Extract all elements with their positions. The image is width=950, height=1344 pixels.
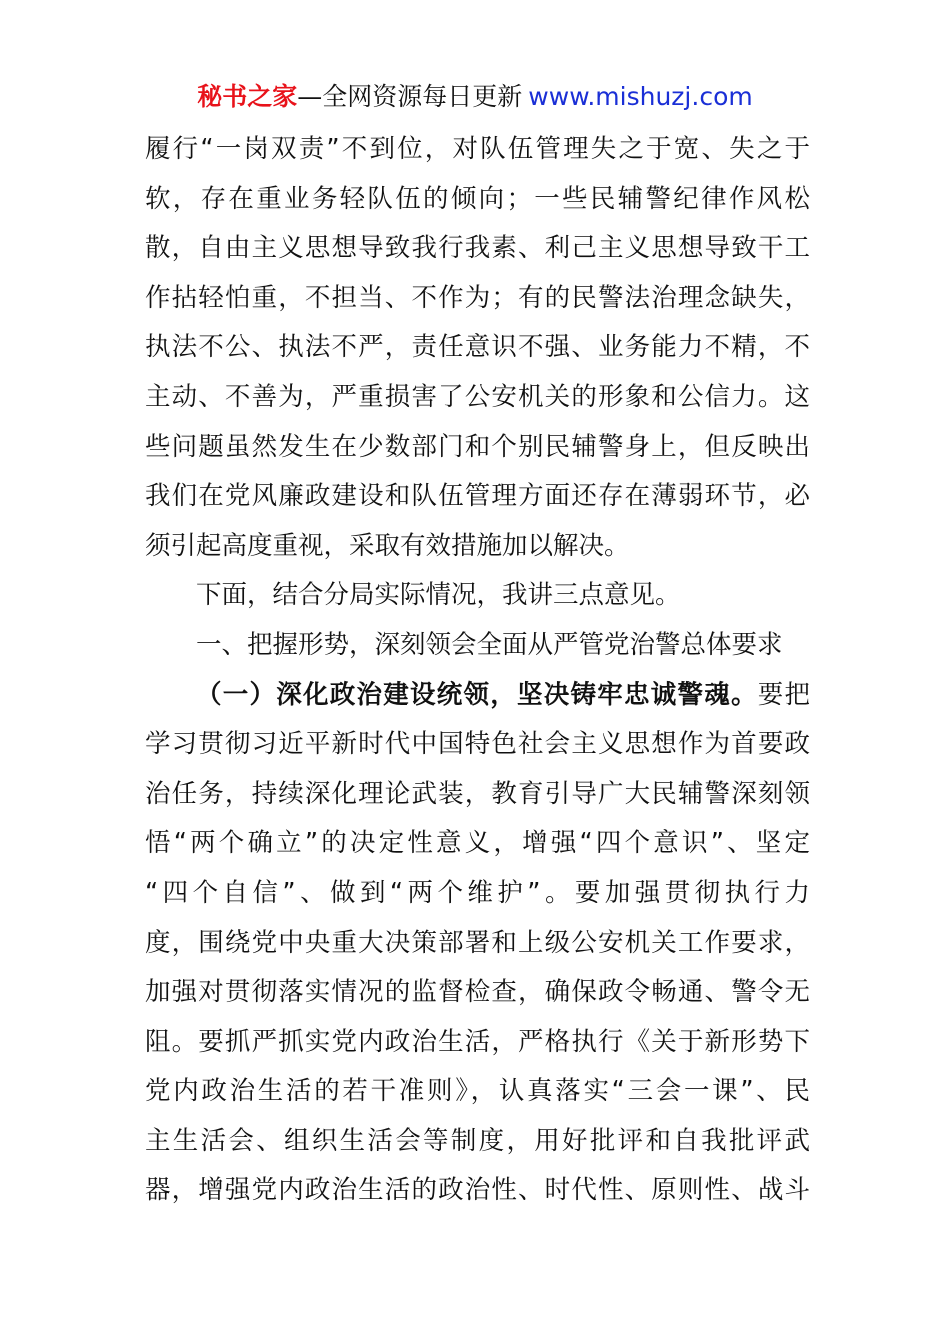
section-1-first-line-rest: 要把 <box>757 679 810 710</box>
section-1-bold-lead: （一）深化政治建设统领，坚决铸牢忠诚警魂。 <box>196 679 758 710</box>
paragraph-line: 履行“一岗双责”不到位，对队伍管理失之于宽、失之于 <box>145 134 810 164</box>
page-header <box>0 80 950 114</box>
paragraph-line: “四个自信”、做到“两个维护”。要加强贯彻执行力 <box>145 877 810 908</box>
document-body <box>145 125 810 1216</box>
paragraph-line: 学习贯彻习近平新时代中国特色社会主义思想作为首要政 <box>145 729 810 760</box>
paragraph-line: 我们在党风廉政建设和队伍管理方面还存在薄弱环节，必 <box>145 481 810 512</box>
paragraph-line: 软，存在重业务轻队伍的倾向；一些民辅警纪律作风松 <box>145 183 810 214</box>
paragraph-line: 须引起高度重视，采取有效措施加以解决。 <box>145 530 630 561</box>
section-1-first-line <box>145 671 810 721</box>
section-heading-1: 一、把握形势，深刻领会全面从严管党治警总体要求 <box>196 629 783 660</box>
paragraph-line: 主生活会、组织生活会等制度，用好批评和自我批评武 <box>145 1125 810 1156</box>
header-url[interactable]: www.mishuzj.com <box>528 82 753 111</box>
paragraph-line: 加强对贯彻落实情况的监督检查，确保政令畅通、警令无 <box>145 977 810 1008</box>
paragraph-line: 度，围绕党中央重大决策部署和上级公安机关工作要求， <box>145 927 810 958</box>
paragraph-line: 执法不公、执法不严，责任意识不强、业务能力不精，不 <box>145 332 810 363</box>
header-brand: 秘书之家 <box>197 82 298 111</box>
section-1 <box>145 671 810 1217</box>
paragraph-line: 散，自由主义思想导致我行我素、利己主义思想导致干工 <box>145 233 810 264</box>
header-slogan: —全网资源每日更新 <box>297 82 523 111</box>
paragraph-line: 阻。要抓严抓实党内政治生活，严格执行《关于新形势下 <box>145 1026 810 1057</box>
paragraph-line: 悟“两个确立”的决定性意义，增强“四个意识”、坚定 <box>145 828 810 859</box>
paragraph-2: 下面，结合分局实际情况，我讲三点意见。 <box>196 580 681 611</box>
paragraph-line: 党内政治生活的若干准则》，认真落实“三会一课”、民 <box>145 1076 810 1107</box>
paragraph-line: 作拈轻怕重，不担当、不作为；有的民警法治理念缺失， <box>145 282 810 313</box>
paragraph-line: 器，增强党内政治生活的政治性、时代性、原则性、战斗 <box>145 1175 810 1206</box>
paragraph-line: 主动、不善为，严重损害了公安机关的形象和公信力。这 <box>145 381 810 412</box>
paragraph-1 <box>145 125 810 571</box>
paragraph-line: 些问题虽然发生在少数部门和个别民辅警身上，但反映出 <box>145 431 810 462</box>
paragraph-line: 治任务，持续深化理论武装，教育引导广大民辅警深刻领 <box>145 778 810 809</box>
